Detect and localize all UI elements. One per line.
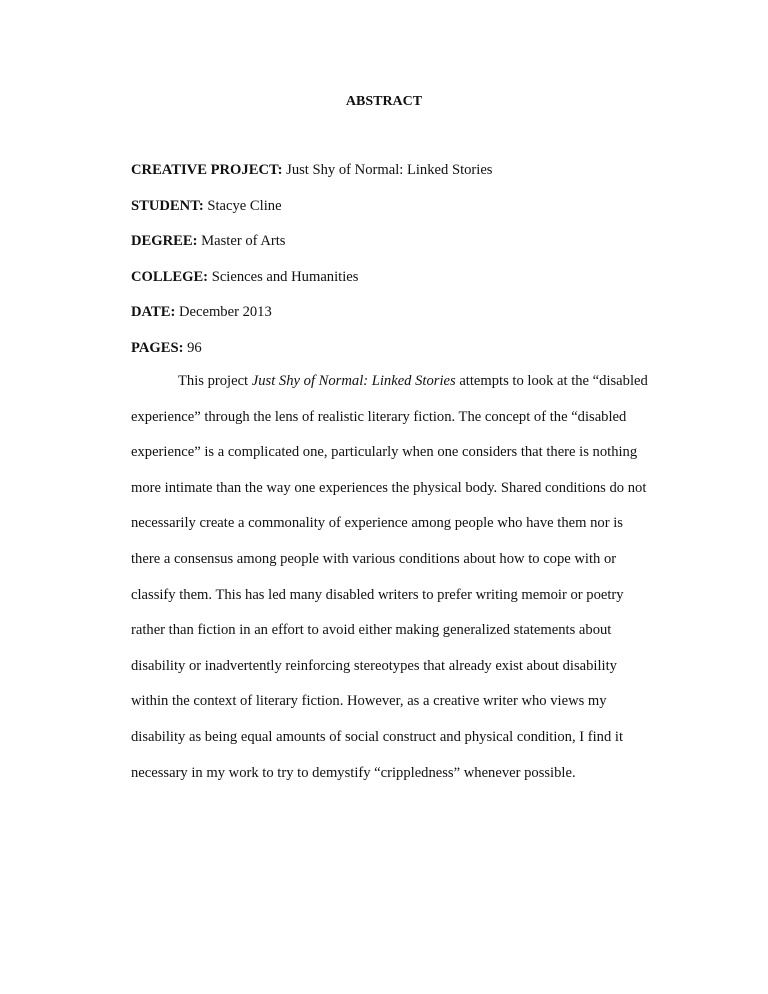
project-title: Just Shy of Normal: Linked Stories — [251, 373, 456, 389]
field-label: DEGREE: — [131, 233, 198, 249]
abstract-body — [131, 364, 651, 791]
field-creative-project — [131, 160, 691, 196]
field-student — [131, 196, 691, 232]
abstract-lead: This project — [178, 373, 252, 389]
field-degree — [131, 231, 691, 267]
field-college — [131, 267, 691, 303]
field-value: December 2013 — [178, 304, 272, 320]
metadata-fields — [131, 160, 691, 373]
abstract-heading: ABSTRACT — [345, 94, 423, 109]
field-value: Just Shy of Normal: Linked Stories — [286, 162, 493, 178]
field-label: STUDENT: — [131, 197, 204, 214]
field-value: Master of Arts — [201, 233, 286, 249]
field-label: DATE: — [131, 304, 176, 320]
field-date — [131, 302, 691, 338]
field-value: Stacye Cline — [207, 197, 282, 214]
field-value: 96 — [187, 339, 202, 356]
field-label: COLLEGE: — [131, 268, 209, 285]
abstract-text: attempts to look at the “disabled experience” through the lens of realistic literary fiction. The concept of the “disabled experience” is a complicated one, particularly when one considers that there is nothing more intimate than the way one experiences the physical body. Shared conditions do not necessarily create a commonality of experience among people who have them nor is there a consensus among people with various conditions about how to cope with or classify them. This has led many disabled writers to prefer writing memoir or poetry rather than fiction in an effort to avoid either making generalized statements about disability or inadvertently reinforcing stereotypes that already exist about disability within the context of literary fiction. However, as a creative writer who views my disability as being equal amounts of social construct and physical condition, I find it necessary in my work to try to demystify “crippledness” whenever possible. — [131, 373, 648, 781]
field-label: PAGES: — [131, 339, 184, 356]
field-label: CREATIVE PROJECT: — [131, 162, 283, 178]
field-value: Sciences and Humanities — [211, 268, 359, 285]
